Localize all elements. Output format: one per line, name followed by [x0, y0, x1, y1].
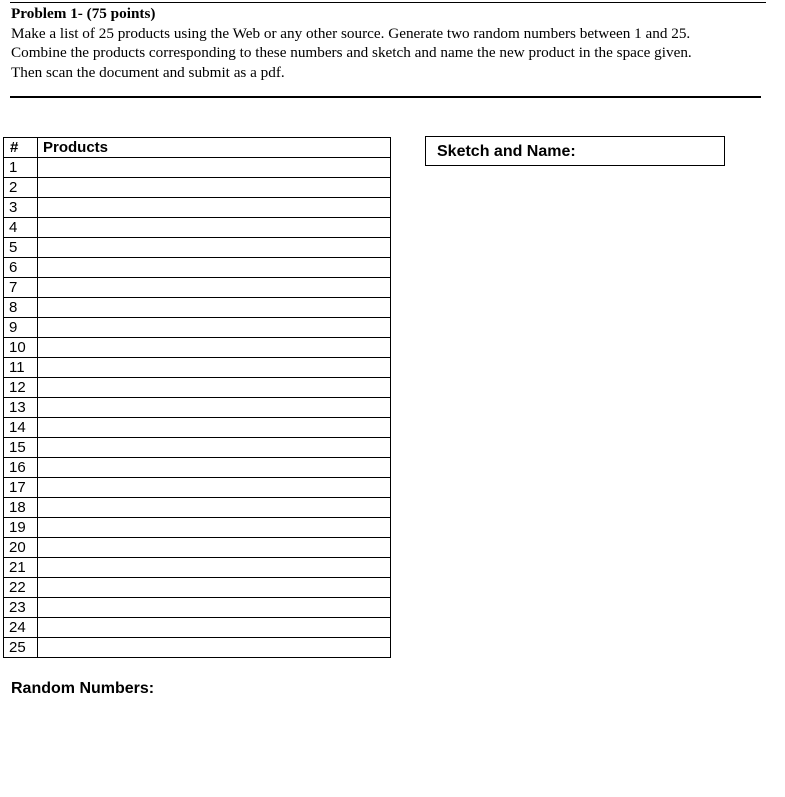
table-row — [4, 438, 391, 458]
table-row — [4, 158, 391, 178]
row-number: 11 — [4, 358, 38, 378]
product-cell[interactable] — [38, 198, 391, 218]
product-cell[interactable] — [38, 238, 391, 258]
row-number: 24 — [4, 618, 38, 638]
row-number: 21 — [4, 558, 38, 578]
product-cell[interactable] — [38, 338, 391, 358]
table-row — [4, 198, 391, 218]
table-row — [4, 398, 391, 418]
product-cell[interactable] — [38, 158, 391, 178]
product-cell[interactable] — [38, 578, 391, 598]
product-cell[interactable] — [38, 258, 391, 278]
product-cell[interactable] — [38, 178, 391, 198]
row-number: 1 — [4, 158, 38, 178]
product-cell[interactable] — [38, 278, 391, 298]
row-number: 19 — [4, 518, 38, 538]
product-cell[interactable] — [38, 458, 391, 478]
problem-line-2: Combine the products corresponding to these numbers and sketch and name the new product in the space given. — [11, 44, 692, 61]
table-row — [4, 458, 391, 478]
row-number: 2 — [4, 178, 38, 198]
table-row — [4, 478, 391, 498]
row-number: 12 — [4, 378, 38, 398]
table-row — [4, 318, 391, 338]
table-row — [4, 298, 391, 318]
row-number: 9 — [4, 318, 38, 338]
row-number: 22 — [4, 578, 38, 598]
table-row — [4, 338, 391, 358]
row-number: 14 — [4, 418, 38, 438]
product-cell[interactable] — [38, 318, 391, 338]
row-number: 16 — [4, 458, 38, 478]
table-row — [4, 378, 391, 398]
table-row — [4, 358, 391, 378]
row-number: 10 — [4, 338, 38, 358]
product-cell[interactable] — [38, 218, 391, 238]
table-row — [4, 278, 391, 298]
random-numbers-label: Random Numbers: — [11, 680, 155, 697]
table-row — [4, 258, 391, 278]
header-number: # — [4, 138, 38, 158]
table-row — [4, 518, 391, 538]
product-cell[interactable] — [38, 538, 391, 558]
row-number: 25 — [4, 638, 38, 658]
row-number: 5 — [4, 238, 38, 258]
row-number: 15 — [4, 438, 38, 458]
row-number: 8 — [4, 298, 38, 318]
row-number: 18 — [4, 498, 38, 518]
row-number: 6 — [4, 258, 38, 278]
product-cell[interactable] — [38, 518, 391, 538]
problem-title: Problem 1- (75 points) — [11, 5, 156, 22]
row-number: 7 — [4, 278, 38, 298]
product-cell[interactable] — [38, 498, 391, 518]
top-rule — [10, 2, 766, 3]
table-row — [4, 638, 391, 658]
product-cell[interactable] — [38, 298, 391, 318]
header-products: Products — [38, 138, 391, 158]
row-number: 20 — [4, 538, 38, 558]
problem-line-3: Then scan the document and submit as a pdf. — [11, 63, 285, 81]
product-cell[interactable] — [38, 638, 391, 658]
product-cell[interactable] — [38, 418, 391, 438]
problem-statement — [11, 4, 771, 82]
table-row — [4, 238, 391, 258]
product-cell[interactable] — [38, 398, 391, 418]
table-row — [4, 558, 391, 578]
table-row — [4, 578, 391, 598]
table-header-row — [4, 138, 391, 158]
table-row — [4, 218, 391, 238]
product-cell[interactable] — [38, 438, 391, 458]
row-number: 23 — [4, 598, 38, 618]
section-divider — [10, 96, 761, 98]
product-cell[interactable] — [38, 558, 391, 578]
products-table — [3, 137, 391, 658]
product-cell[interactable] — [38, 618, 391, 638]
row-number: 17 — [4, 478, 38, 498]
table-row — [4, 618, 391, 638]
product-cell[interactable] — [38, 378, 391, 398]
row-number: 4 — [4, 218, 38, 238]
sketch-and-name-box — [425, 136, 725, 166]
table-row — [4, 538, 391, 558]
problem-line-1: Make a list of 25 products using the Web or any other source. Generate two random numbers between 1 and 25. — [11, 24, 691, 42]
row-number: 13 — [4, 398, 38, 418]
product-cell[interactable] — [38, 598, 391, 618]
table-row — [4, 178, 391, 198]
product-cell[interactable] — [38, 358, 391, 378]
row-number: 3 — [4, 198, 38, 218]
table-row — [4, 418, 391, 438]
table-row — [4, 498, 391, 518]
sketch-label: Sketch and Name: — [437, 143, 576, 160]
table-row — [4, 598, 391, 618]
product-cell[interactable] — [38, 478, 391, 498]
